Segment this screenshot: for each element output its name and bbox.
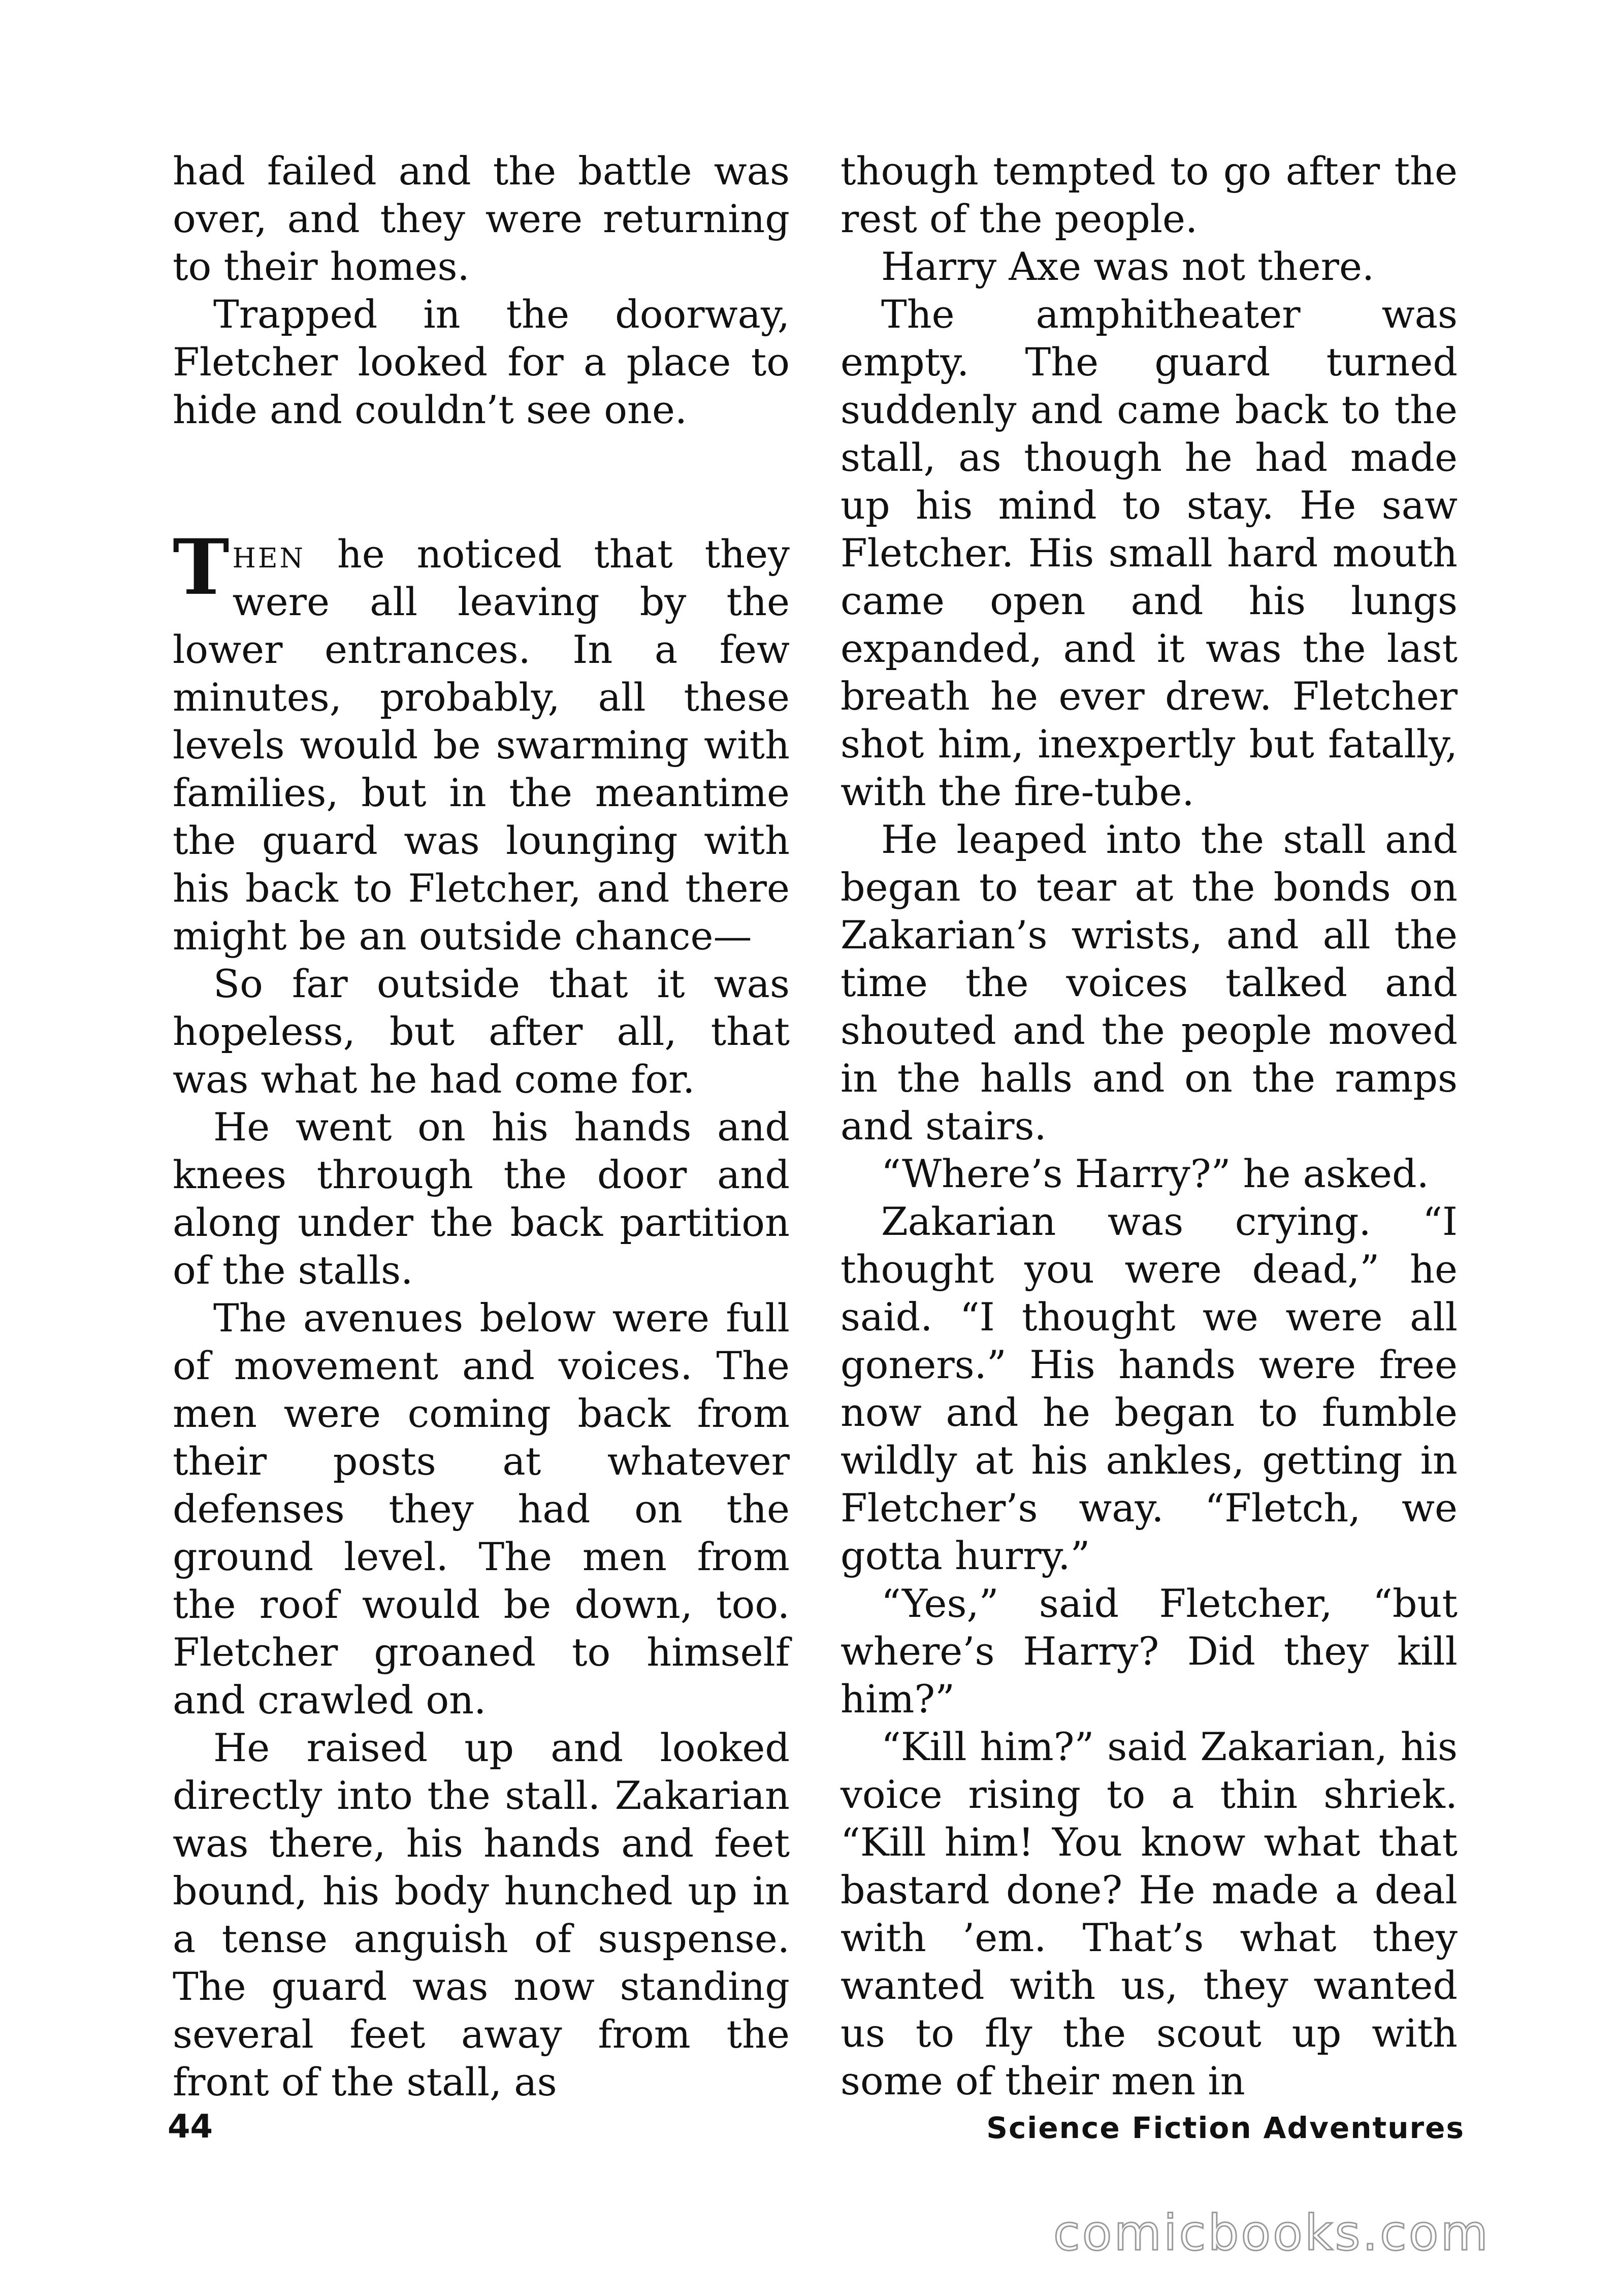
paragraph: “Where’s Harry?” he asked. [881, 1151, 1429, 1196]
paragraph: Trapped in the doorway, Fletcher looked for a place to hide and couldn’t see one. [173, 292, 790, 432]
right-column [840, 147, 1458, 2105]
page-number: 44 [168, 2108, 213, 2146]
paragraph: The avenues below were full of movement and voices. The men were coming back from their posts at whatever defenses they had on the ground level. The men from the roof would be down, too. Fletcher groaned to himself and crawled on. [173, 1295, 790, 1723]
paragraph: Zakarian was crying. “I thought you were dead,” he said. “I thought we were all goners.” His hands were free now and he began to fumble wildly at his ankles, getting in Fletcher’s way. “Fletch, we gotta hurry.” [840, 1199, 1458, 1578]
paragraph: So far outside that it was hopeless, but after all, that was what he had come for. [173, 961, 790, 1102]
left-column [173, 147, 790, 2106]
paragraph: had failed and the battle was over, and they were returning to their homes. [173, 148, 790, 289]
paragraph: He raised up and looked directly into the stall. Zakarian was there, his hands and feet bound, his body hunched up in a tense anguish of suspense. The guard was now standing several feet away from the front of the stall, as [173, 1725, 790, 2104]
magazine-title: Science Fiction Adventures [986, 2111, 1465, 2145]
paragraph: The amphitheater was empty. The guard turned suddenly and came back to the stall, as though he had made up his mind to stay. He saw Fletcher. His small hard mouth came open and his lungs expanded, and it was the last breath he ever drew. Fletcher shot him, inexpertly but fatally, with the fire-tube. [840, 292, 1458, 814]
watermark: comicbooks.com [1053, 2205, 1490, 2261]
paragraph: Harry Axe was not there. [881, 244, 1375, 289]
paragraph-text: he noticed that they were all leaving by the lower entrances. In a few minutes, probably, all these levels would be swarming with families, but in the meantime the guard was lounging with his back to Fletcher, and there might be an outside chance— [173, 531, 790, 959]
drop-cap: T [173, 523, 230, 612]
paragraph: He went on his hands and knees through the door and along under the back partition of the stalls. [173, 1104, 790, 1293]
paragraph: though tempted to go after the rest of the people. [840, 148, 1458, 241]
paragraph: He leaped into the stall and began to tear at the bonds on Zakarian’s wrists, and all the time the voices talked and shouted and the people moved in the halls and on the ramps and stairs. [840, 817, 1458, 1149]
paragraph: “Yes,” said Fletcher, “but where’s Harry? Did they kill him?” [840, 1581, 1458, 1721]
paragraph-with-dropcap [173, 523, 790, 960]
paragraph: “Kill him?” said Zakarian, his voice rising to a thin shriek. “Kill him! You know what that bastard done? He made a deal with ’em. That’s what they wanted with us, they wanted us to fly the scout up with some of their men in [840, 1724, 1458, 2103]
small-caps-lead: hen [232, 531, 305, 577]
